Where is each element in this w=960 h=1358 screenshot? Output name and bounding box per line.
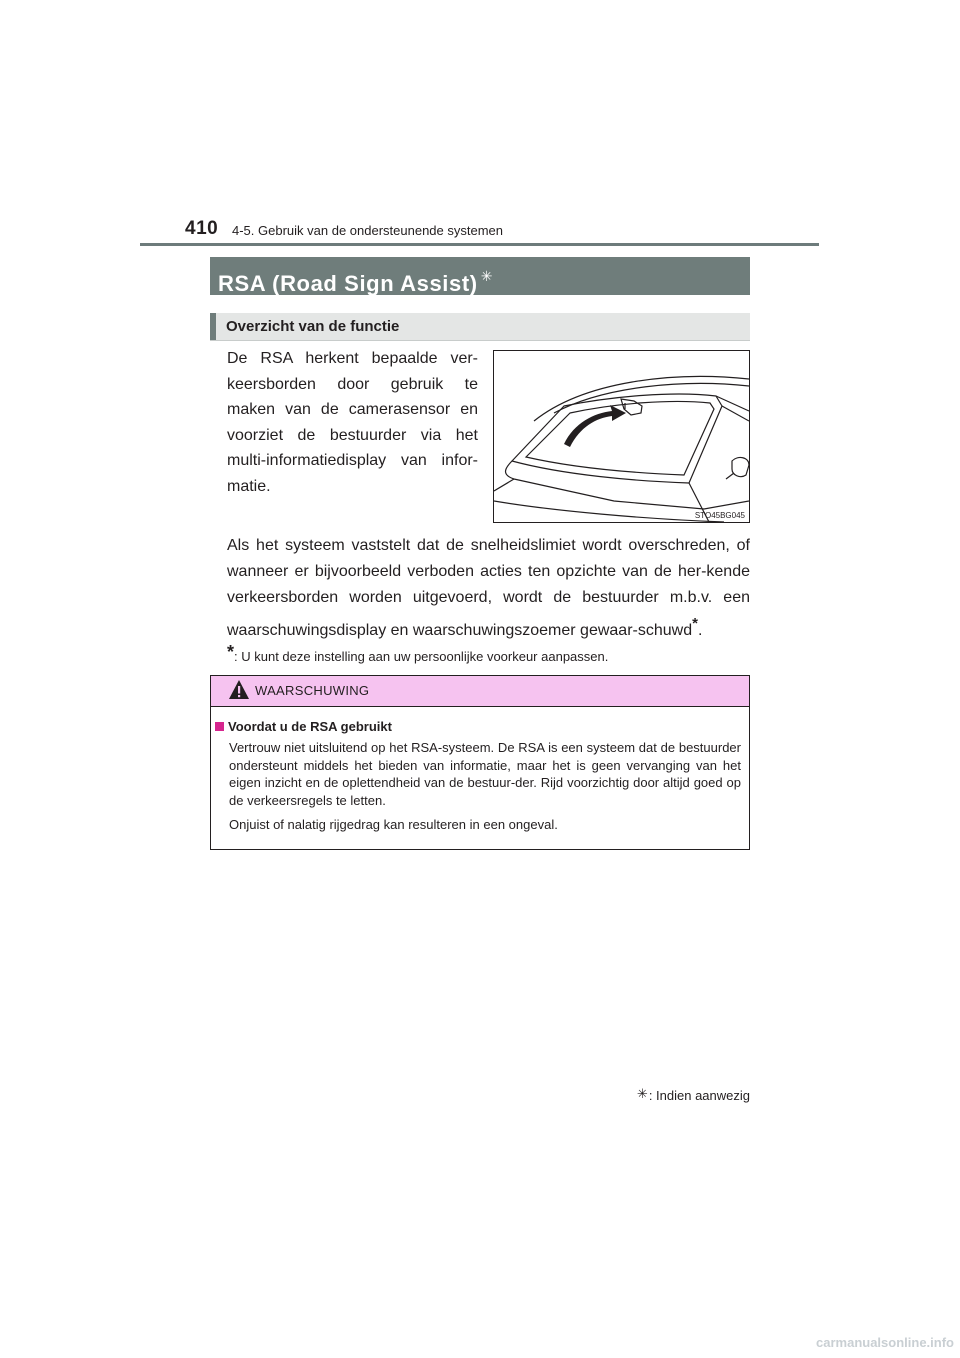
- page-title: RSA (Road Sign Assist): [218, 271, 478, 296]
- section-title-bar: [210, 257, 750, 295]
- warning-heading: [215, 719, 392, 734]
- warning-heading-text: Voordat u de RSA gebruikt: [228, 719, 392, 734]
- body-text: Als het systeem vaststelt dat de snelheidslimiet wordt overschreden, of wanneer er bijvoorbeeld verboden acties ten opzichte van de her-kende verkeersborden worden uitgevoerd, wordt de bestuurder m.b.v. een waarschuwingsdisplay en waarschuwingszoemer gewaar-schuwd: [227, 537, 750, 639]
- subsection-bar: [210, 313, 750, 341]
- availability-text: : Indien aanwezig: [648, 1088, 750, 1103]
- warning-paragraph-2: Onjuist of nalatig rijgedrag kan resulteren in een ongeval.: [229, 817, 558, 832]
- camera-sensor-illustration: [493, 350, 750, 523]
- watermark: carmanualsonline.info: [816, 1335, 954, 1350]
- body-paragraph: [227, 533, 750, 644]
- intro-paragraph: De RSA herkent bepaalde ver-keersborden door gebruik te maken van de camerasensor en voorziet de bestuurder via het multi-informatiedisplay van infor-matie.: [227, 350, 478, 495]
- running-header: 4-5. Gebruik van de ondersteunende systemen: [232, 223, 504, 238]
- subsection-accent: [210, 313, 216, 340]
- availability-star-icon: ✳: [636, 1086, 648, 1101]
- footnote: [227, 642, 608, 664]
- availability-note: [637, 1086, 750, 1103]
- heading-square-icon: [215, 722, 224, 731]
- availability-mark: ✳: [480, 268, 494, 284]
- warning-paragraph-1: Vertrouw niet uitsluitend op het RSA-systeem. De RSA is een systeem dat de bestuurder ondersteunt middels het bieden van informatie, maar het is geen vervanging van het eigen inzicht en de oplettendheid van de bestuur-der. Rijd voorzichtig door altijd goed op de verkeersregels te letten.: [229, 740, 741, 808]
- footnote-star: *: [227, 642, 235, 662]
- header-rule: [140, 243, 819, 246]
- windshield-drawing: [494, 351, 749, 522]
- figure-code: STO45BG045: [694, 511, 745, 520]
- warning-box: [210, 675, 750, 850]
- footnote-text: : U kunt deze instelling aan uw persoonlijke voorkeur aanpassen.: [234, 649, 609, 664]
- body-text-end: .: [697, 622, 703, 639]
- page-number: 410: [185, 218, 219, 239]
- warning-header: [211, 676, 749, 707]
- warning-triangle-icon: [228, 679, 250, 701]
- footnote-reference: *: [692, 615, 698, 632]
- warning-label: WAARSCHUWING: [255, 683, 370, 698]
- subsection-title: Overzicht van de functie: [226, 318, 400, 335]
